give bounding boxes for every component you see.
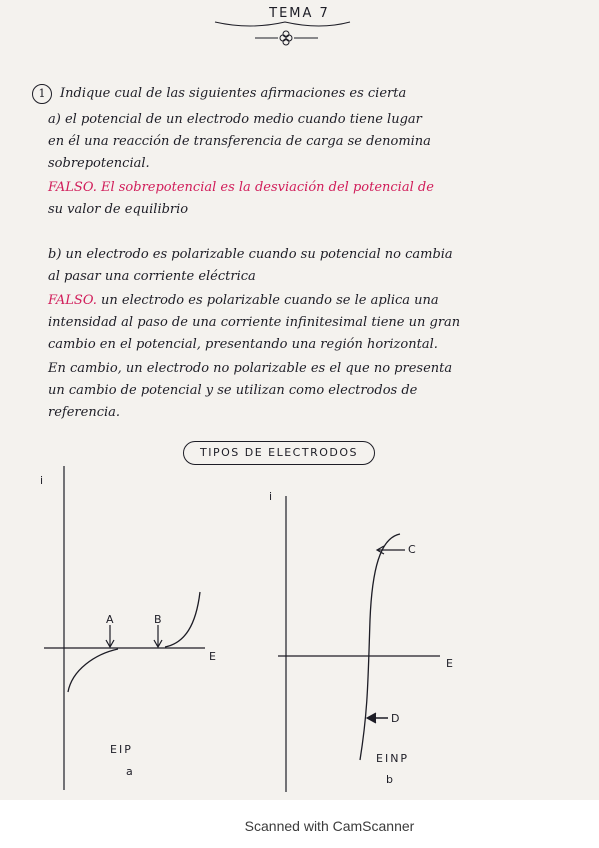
graph-b-y-label: i bbox=[269, 490, 273, 503]
graph-a-curve-lower bbox=[68, 649, 118, 692]
graph-a-letter: a bbox=[126, 765, 133, 778]
answer-b-line4: En cambio, un electrodo no polarizable es el que no presenta bbox=[48, 361, 453, 376]
question-text: Indique cual de las siguientes afirmaciones es cierta bbox=[60, 86, 407, 101]
answer-b-line1 bbox=[48, 293, 599, 308]
option-a-line1: a) el potencial de un electrodo medio cuando tiene lugar bbox=[48, 112, 422, 127]
option-a-line2: en él una reacción de transferencia de carga se denomina bbox=[48, 134, 431, 149]
title-doodles bbox=[0, 0, 599, 60]
graph-a-point-b: B bbox=[154, 613, 162, 626]
graph-b-x-label: E bbox=[446, 657, 453, 670]
section-title: TIPOS DE ELECTRODOS bbox=[183, 441, 375, 465]
graph-b bbox=[278, 496, 440, 792]
graph-b-point-d: D bbox=[391, 712, 400, 725]
graph-b-point-c: C bbox=[408, 543, 416, 556]
graph-b-curve bbox=[360, 534, 400, 760]
electrode-graphs bbox=[0, 460, 599, 800]
question-prompt bbox=[32, 84, 592, 104]
answer-b-line3: cambio en el potencial, presentando una región horizontal. bbox=[48, 337, 438, 352]
title-text: TEMA 7 bbox=[269, 6, 330, 21]
option-b-line2: al pasar una corriente eléctrica bbox=[48, 269, 256, 284]
answer-a-line2: su valor de equilibrio bbox=[48, 202, 189, 217]
graph-a bbox=[44, 466, 205, 790]
graph-b-letter: b bbox=[386, 773, 393, 786]
option-b-line1: b) un electrodo es polarizable cuando su potencial no cambia bbox=[48, 247, 453, 262]
graph-a-x-label: E bbox=[209, 650, 216, 663]
answer-b-line5: un cambio de potencial y se utilizan como electrodos de bbox=[48, 383, 418, 398]
scanner-watermark: Scanned with CamScanner bbox=[244, 818, 415, 834]
answer-b-line2: intensidad al paso de una corriente infinitesimal tiene un gran bbox=[48, 315, 461, 330]
answer-b-text: un electrodo es polarizable cuando se le aplica una bbox=[101, 293, 439, 308]
question-number: 1 bbox=[32, 84, 52, 104]
graph-b-name: EINP bbox=[376, 752, 410, 765]
graph-a-point-a: A bbox=[106, 613, 114, 626]
flower-doodle-icon bbox=[255, 31, 318, 45]
graph-a-name: EIP bbox=[110, 743, 133, 756]
option-a-line3: sobrepotencial. bbox=[48, 156, 150, 171]
answer-b-label: FALSO. bbox=[48, 293, 97, 308]
title-underline bbox=[215, 22, 350, 26]
graph-a-curve-upper bbox=[165, 592, 200, 647]
graph-a-y-label: i bbox=[40, 474, 44, 487]
answer-a-line1: FALSO. El sobrepotencial es la desviación del potencial de bbox=[48, 180, 434, 195]
answer-b-line6: referencia. bbox=[48, 405, 121, 420]
